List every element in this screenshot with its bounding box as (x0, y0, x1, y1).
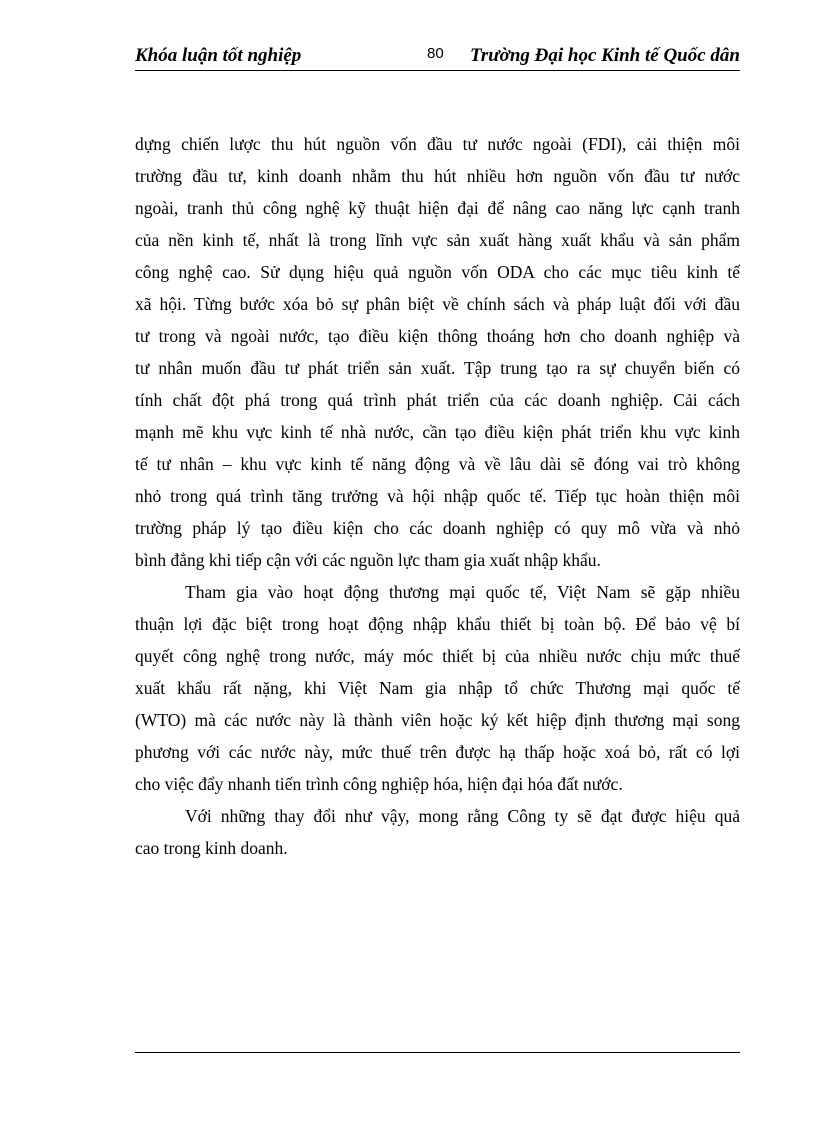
text-line: bình đẳng khi tiếp cận với các nguồn lực tham gia xuất nhập khẩu. (135, 550, 601, 570)
text-line: cho việc đẩy nhanh tiến trình công nghiệp hóa, hiện đại hóa đất nước. (135, 774, 623, 794)
text-line: tính chất đột phá trong quá trình phát triển của các doanh nghiệp. Cải cách (135, 390, 740, 410)
text-line: thuận lợi đặc biệt trong hoạt động nhập khẩu thiết bị toàn bộ. Để bảo vệ bí (135, 614, 740, 634)
text-line: xuất khẩu rất nặng, khi Việt Nam gia nhập tổ chức Thương mại quốc tế (135, 678, 740, 698)
text-line: công nghệ cao. Sử dụng hiệu quả nguồn vốn ODA cho các mục tiêu kinh tế (135, 262, 740, 282)
page-number: 80 (427, 45, 444, 62)
text-line: (WTO) mà các nước này là thành viên hoặc ký kết hiệp định thương mại song (135, 710, 740, 730)
text-line: mạnh mẽ khu vực kinh tế nhà nước, cần tạo điều kiện phát triển khu vực kinh (135, 422, 740, 442)
text-line: tư nhân muốn đầu tư phát triển sản xuất. Tập trung tạo ra sự chuyển biến có (135, 358, 740, 378)
text-line: tế tư nhân – khu vực kinh tế năng động và về lâu dài sẽ đóng vai trò không (135, 454, 740, 474)
text-line: Với những thay đổi như vậy, mong rằng Công ty sẽ đạt được hiệu quả (185, 806, 740, 826)
page-header (135, 44, 740, 71)
text-line: Tham gia vào hoạt động thương mại quốc tế, Việt Nam sẽ gặp nhiều (185, 582, 740, 602)
text-line: xã hội. Từng bước xóa bỏ sự phân biệt về chính sách và pháp luật đối với đầu (135, 294, 740, 314)
text-line: trường đầu tư, kinh doanh nhằm thu hút nhiều hơn nguồn vốn đầu tư nước (135, 166, 740, 186)
paragraph (135, 800, 740, 864)
body-text (135, 128, 740, 864)
text-line: nhỏ trong quá trình tăng trưởng và hội nhập quốc tế. Tiếp tục hoàn thiện môi (135, 486, 740, 506)
text-line: dựng chiến lược thu hút nguồn vốn đầu tư nước ngoài (FDI), cải thiện môi (135, 134, 740, 154)
header-thesis-label: Khóa luận tốt nghiệp (135, 45, 302, 66)
text-line: quyết công nghệ trong nước, máy móc thiết bị của nhiều nước chịu mức thuế (135, 646, 740, 666)
footer-divider (135, 1052, 740, 1053)
text-line: trường pháp lý tạo điều kiện cho các doanh nghiệp có quy mô vừa và nhỏ (135, 518, 740, 538)
text-line: cao trong kinh doanh. (135, 838, 288, 858)
paragraph (135, 128, 740, 576)
text-line: tư trong và ngoài nước, tạo điều kiện thông thoáng hơn cho doanh nghiệp và (135, 326, 740, 346)
paragraph (135, 576, 740, 800)
header-university-label: Trường Đại học Kinh tế Quốc dân (469, 45, 740, 66)
text-line: phương với các nước này, mức thuế trên được hạ thấp hoặc xoá bỏ, rất có lợi (135, 742, 740, 762)
text-line: của nền kinh tế, nhất là trong lĩnh vực sản xuất hàng xuất khẩu và sản phẩm (135, 230, 740, 250)
text-line: ngoài, tranh thủ công nghệ kỹ thuật hiện đại để nâng cao năng lực cạnh tranh (135, 198, 740, 218)
